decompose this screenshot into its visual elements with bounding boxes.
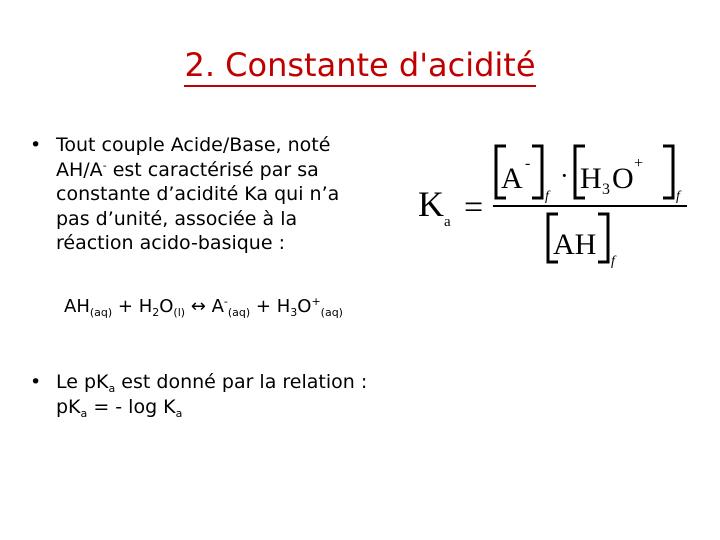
acid-base-reaction: $AH_{(aq)} + H_2O_{(l)}$ ↔ $A^-_{(aq)} + H_3O^+_{(aq)}$ xyxy=(64,295,343,319)
bullet2-line2: $pK_a$ = - $\log K_a$ xyxy=(56,395,183,420)
bracket-right xyxy=(598,214,608,262)
bullet1-line2: AH/A- est caractérisé par sa xyxy=(56,158,319,181)
equals-sign: = xyxy=(464,189,484,226)
bullet-marker: • xyxy=(30,134,42,156)
bullet1-line4: pas d’unité, associée à la xyxy=(56,207,298,230)
hydronium-charge: + xyxy=(634,155,644,172)
ka-subscript: a xyxy=(444,214,451,230)
final-subscript: f xyxy=(545,189,549,204)
anion-charge: - xyxy=(525,155,531,172)
bracket-right xyxy=(532,146,542,198)
bullet1-line1: Tout couple Acide/Base, noté xyxy=(56,134,331,156)
hydronium-h: H xyxy=(580,162,602,195)
hydronium-subscript: 3 xyxy=(602,181,610,198)
bullet-marker: • xyxy=(30,371,42,393)
slide-title-text: 2. Constante d'acidité xyxy=(184,46,535,87)
bullet2-line1: Le $pK_a$ est donné par la relation : xyxy=(56,371,368,395)
bracket-right xyxy=(663,146,673,198)
ka-formula xyxy=(410,138,695,268)
acid-symbol: AH xyxy=(553,228,597,261)
final-subscript: f xyxy=(611,254,615,268)
equilibrium-arrow: ↔ xyxy=(185,296,212,317)
multiplication-dot: · xyxy=(560,161,569,190)
bullet1-line5: réaction acido-basique : xyxy=(56,232,285,254)
ka-symbol: K xyxy=(418,184,444,224)
anion-symbol: A xyxy=(501,162,523,195)
hydronium-o: O xyxy=(612,162,634,195)
final-subscript: f xyxy=(676,189,680,204)
slide-title xyxy=(0,46,720,84)
bullet1-line3: constante d’acidité Ka qui n’a xyxy=(56,183,340,205)
ka-formula-svg xyxy=(410,138,695,268)
